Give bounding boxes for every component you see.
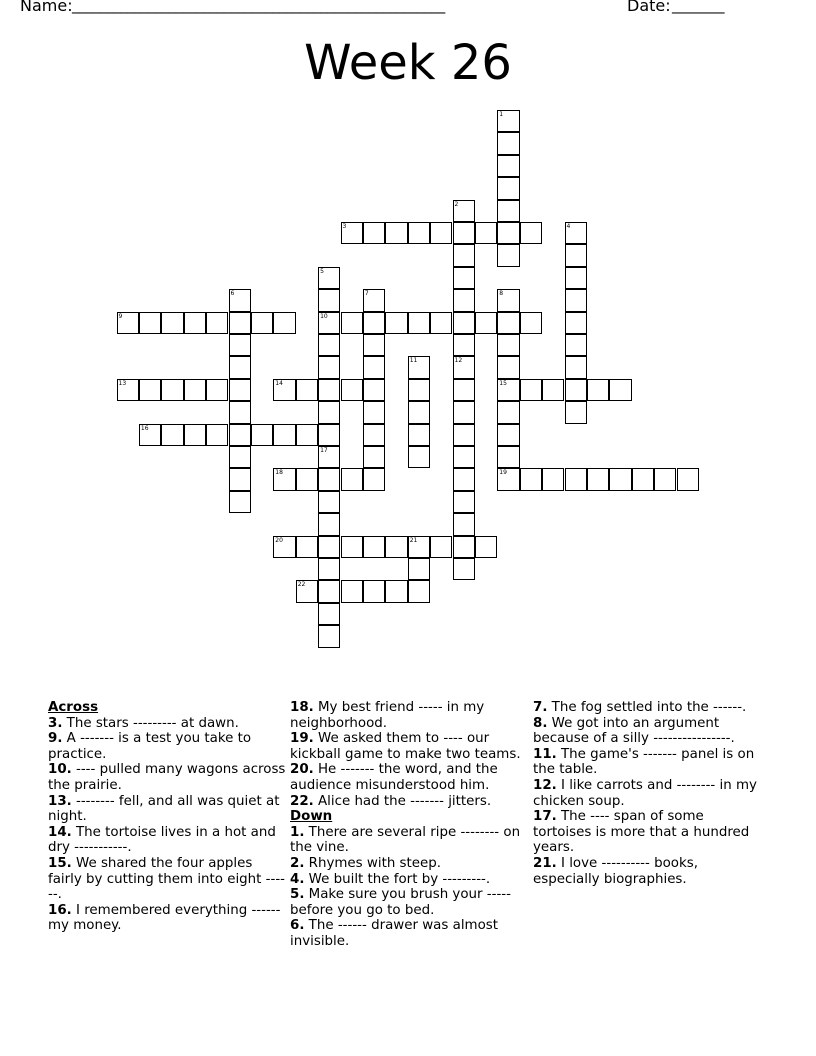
grid-cell[interactable] [497, 424, 519, 446]
grid-cell[interactable] [184, 312, 206, 334]
cell-number: 13 [118, 379, 127, 387]
clue-number: 19. [290, 731, 314, 747]
grid-cell[interactable] [273, 312, 295, 334]
down-clue-21 [533, 856, 763, 887]
clue-text: -------- fell, and all was quiet at night. [48, 793, 280, 825]
grid-cell[interactable] [363, 289, 385, 311]
grid-cell[interactable] [318, 424, 340, 446]
clue-text: A ------- is a test you take to practice. [48, 731, 252, 762]
clue-text: My best friend ----- in my neighborhood. [290, 700, 485, 731]
cell-number: 2 [454, 200, 459, 208]
cell-number: 14 [275, 379, 283, 387]
grid-cell[interactable] [565, 222, 587, 244]
grid-cell[interactable] [341, 379, 363, 401]
cell-number: 9 [118, 312, 123, 320]
grid-cell[interactable] [565, 267, 587, 289]
down-clue-list [290, 825, 530, 950]
cell-number: 1 [499, 111, 504, 118]
grid-cell[interactable] [587, 379, 609, 401]
grid-cell[interactable] [475, 222, 497, 244]
across-clue-15 [48, 856, 288, 903]
grid-cell[interactable] [318, 401, 340, 423]
grid-cell[interactable] [542, 468, 564, 490]
grid-cell[interactable] [363, 468, 385, 490]
grid-cell[interactable] [229, 446, 251, 468]
grid-cell[interactable] [318, 334, 340, 356]
grid-cell[interactable] [453, 200, 475, 222]
grid-cell[interactable] [430, 536, 452, 558]
grid-cell[interactable] [273, 424, 295, 446]
grid-cell[interactable] [385, 312, 407, 334]
cell-number: 3 [342, 223, 347, 230]
clue-text: We got into an argument because of a silly ----------------. [533, 715, 735, 747]
cell-number: 17 [320, 447, 328, 454]
across-clue-13 [48, 794, 288, 825]
down-clue-list-continued [533, 700, 763, 887]
cell-number: 16 [140, 424, 149, 432]
grid-cell[interactable] [453, 356, 475, 378]
clue-number: 21. [533, 855, 557, 871]
cell-number: 5 [320, 267, 324, 275]
grid-cell[interactable] [229, 491, 251, 513]
clue-text: I like carrots and -------- in my chicken soup. [533, 777, 757, 809]
cell-number: 6 [230, 290, 235, 298]
grid-cell[interactable] [453, 491, 475, 513]
grid-cell[interactable] [385, 222, 407, 244]
grid-cell[interactable] [161, 379, 183, 401]
grid-cell[interactable] [453, 446, 475, 468]
grid-cell[interactable] [385, 536, 407, 558]
grid-cell[interactable] [229, 334, 251, 356]
grid-cell[interactable] [206, 424, 228, 446]
grid-cell[interactable] [229, 468, 251, 490]
name-label: Name: [20, 0, 73, 15]
grid-cell[interactable] [408, 401, 430, 423]
cell-number: 8 [499, 290, 504, 298]
grid-cell[interactable] [318, 536, 340, 558]
grid-cell[interactable] [497, 155, 519, 177]
grid-cell[interactable] [520, 312, 542, 334]
grid-cell[interactable] [497, 200, 519, 222]
cell-number: 7 [364, 290, 369, 298]
grid-cell[interactable] [363, 222, 385, 244]
grid-cell[interactable] [318, 580, 340, 602]
clue-text: The fog settled into the ------. [547, 700, 747, 715]
name-field[interactable]: ______________________________________________________ [72, 0, 445, 14]
cell-number: 18 [275, 469, 283, 477]
grid-cell[interactable] [318, 513, 340, 535]
grid-cell[interactable] [565, 468, 587, 490]
grid-cell[interactable] [296, 468, 318, 490]
grid-cell[interactable] [341, 222, 363, 244]
clue-number: 7. [533, 700, 548, 715]
grid-cell[interactable] [497, 110, 519, 132]
grid-cell[interactable] [453, 424, 475, 446]
across-clue-22 [290, 794, 530, 810]
grid-cell[interactable] [453, 222, 475, 244]
clue-number: 4. [290, 871, 305, 887]
grid-cell[interactable] [363, 424, 385, 446]
grid-cell[interactable] [251, 424, 273, 446]
grid-cell[interactable] [453, 244, 475, 266]
grid-cell[interactable] [430, 312, 452, 334]
grid-cell[interactable] [408, 580, 430, 602]
grid-cell[interactable] [229, 356, 251, 378]
grid-cell[interactable] [229, 289, 251, 311]
clue-text: The ---- span of some tortoises is more that a hundred years. [533, 809, 750, 856]
grid-cell[interactable] [318, 468, 340, 490]
grid-cell[interactable] [609, 468, 631, 490]
down-clue-2 [290, 856, 530, 872]
across-clue-16 [48, 903, 288, 934]
grid-cell[interactable] [408, 536, 430, 558]
grid-cell[interactable] [677, 468, 699, 490]
across-clue-14 [48, 825, 288, 856]
grid-cell[interactable] [565, 289, 587, 311]
clue-number: 20. [290, 762, 314, 778]
clue-number: 17. [533, 809, 557, 825]
clue-number: 22. [290, 793, 314, 809]
grid-cell[interactable] [475, 536, 497, 558]
grid-cell[interactable] [229, 401, 251, 423]
grid-cell[interactable] [542, 379, 564, 401]
across-clue-19 [290, 731, 530, 762]
grid-cell[interactable] [318, 289, 340, 311]
grid-cell[interactable] [497, 244, 519, 266]
clue-number: 15. [48, 855, 72, 871]
grid-cell[interactable] [453, 536, 475, 558]
clue-text: There are several ripe -------- on the vine. [290, 824, 521, 856]
grid-cell[interactable] [363, 446, 385, 468]
clue-number: 11. [533, 746, 557, 762]
grid-cell[interactable] [229, 312, 251, 334]
cell-number: 4 [566, 223, 571, 230]
down-clue-17 [533, 809, 763, 856]
clue-number: 2. [290, 855, 305, 871]
grid-cell[interactable] [229, 379, 251, 401]
cell-number: 20 [275, 536, 283, 544]
grid-cell[interactable] [565, 379, 587, 401]
down-clue-11 [533, 747, 763, 778]
down-heading: Down [290, 809, 333, 825]
grid-cell[interactable] [318, 379, 340, 401]
grid-cell[interactable] [453, 468, 475, 490]
clue-number: 13. [48, 793, 72, 809]
down-clues-continued [533, 700, 763, 887]
grid-cell[interactable] [117, 312, 139, 334]
across-clue-9 [48, 731, 288, 762]
clue-number: 12. [533, 777, 557, 793]
grid-cell[interactable] [632, 468, 654, 490]
grid-cell[interactable] [565, 356, 587, 378]
grid-cell[interactable] [453, 513, 475, 535]
grid-cell[interactable] [408, 222, 430, 244]
down-clue-12 [533, 778, 763, 809]
grid-cell[interactable] [318, 312, 340, 334]
grid-cell[interactable] [520, 468, 542, 490]
grid-cell[interactable] [363, 312, 385, 334]
grid-cell[interactable] [318, 446, 340, 468]
clue-text: I love ---------- books, especially biographies. [533, 855, 698, 887]
grid-cell[interactable] [654, 468, 676, 490]
clue-text: Alice had the ------- jitters. [313, 793, 492, 809]
clue-number: 5. [290, 887, 305, 903]
clue-text: I remembered everything ------ my money. [48, 902, 281, 934]
grid-cell[interactable] [453, 558, 475, 580]
cell-number: 10 [320, 312, 328, 320]
grid-cell[interactable] [453, 267, 475, 289]
grid-cell[interactable] [341, 536, 363, 558]
clue-number: 8. [533, 715, 548, 731]
clue-text: Make sure you brush your ----- before you go to bed. [290, 887, 511, 918]
grid-cell[interactable] [273, 536, 295, 558]
across-clue-list-continued [290, 700, 530, 809]
across-clue-10 [48, 762, 288, 793]
across-heading: Across [48, 700, 99, 715]
grid-cell[interactable] [520, 379, 542, 401]
grid-cell[interactable] [497, 401, 519, 423]
clue-text: We built the fort by ---------. [304, 871, 491, 887]
grid-cell[interactable] [497, 468, 519, 490]
grid-cell[interactable] [318, 625, 340, 647]
across-clue-18 [290, 700, 530, 731]
cell-number: 21 [409, 536, 418, 544]
grid-cell[interactable] [139, 379, 161, 401]
grid-cell[interactable] [117, 379, 139, 401]
grid-cell[interactable] [587, 468, 609, 490]
cell-number: 15 [499, 379, 507, 387]
across-clues [48, 700, 288, 934]
grid-cell[interactable] [453, 334, 475, 356]
grid-cell[interactable] [408, 558, 430, 580]
grid-cell[interactable] [497, 177, 519, 199]
grid-cell[interactable] [273, 468, 295, 490]
date-label: Date: [627, 0, 671, 15]
grid-cell[interactable] [341, 580, 363, 602]
grid-cell[interactable] [408, 356, 430, 378]
grid-cell[interactable] [296, 580, 318, 602]
grid-cell[interactable] [497, 446, 519, 468]
date-field[interactable]: _______ [672, 0, 725, 14]
grid-cell[interactable] [184, 424, 206, 446]
grid-cell[interactable] [184, 379, 206, 401]
grid-cell[interactable] [408, 379, 430, 401]
grid-cell[interactable] [229, 424, 251, 446]
down-clue-6 [290, 918, 530, 949]
cell-number: 12 [454, 357, 463, 365]
grid-cell[interactable] [318, 267, 340, 289]
clue-text: The ------ drawer was almost invisible. [290, 918, 499, 949]
across-clue-20 [290, 762, 530, 793]
grid-cell[interactable] [408, 312, 430, 334]
grid-cell[interactable] [430, 222, 452, 244]
clue-text: The game's ------- panel is on the table. [533, 746, 755, 778]
grid-cell[interactable] [565, 401, 587, 423]
clue-number: 1. [290, 824, 305, 840]
grid-cell[interactable] [565, 312, 587, 334]
grid-cell[interactable] [497, 132, 519, 154]
cell-number: 22 [297, 581, 306, 589]
clue-number: 16. [48, 902, 72, 918]
clue-number: 6. [290, 918, 305, 934]
grid-cell[interactable] [341, 468, 363, 490]
clue-text: The tortoise lives in a hot and dry -----------. [48, 824, 276, 856]
grid-cell[interactable] [453, 289, 475, 311]
grid-cell[interactable] [318, 356, 340, 378]
grid-cell[interactable] [296, 424, 318, 446]
grid-cell[interactable] [296, 379, 318, 401]
grid-cell[interactable] [497, 222, 519, 244]
grid-cell[interactable] [296, 536, 318, 558]
grid-cell[interactable] [565, 334, 587, 356]
grid-cell[interactable] [520, 222, 542, 244]
grid-cell[interactable] [453, 401, 475, 423]
grid-cell[interactable] [565, 244, 587, 266]
grid-cell[interactable] [363, 401, 385, 423]
grid-cell[interactable] [161, 424, 183, 446]
grid-cell[interactable] [206, 312, 228, 334]
clue-number: 10. [48, 762, 72, 778]
down-clue-4 [290, 872, 530, 888]
grid-cell[interactable] [206, 379, 228, 401]
down-clue-8 [533, 716, 763, 747]
page-title: Week 26 [304, 35, 512, 91]
clue-number: 18. [290, 700, 314, 715]
clue-text: Rhymes with steep. [304, 855, 442, 871]
grid-cell[interactable] [453, 312, 475, 334]
grid-cell[interactable] [251, 312, 273, 334]
grid-cell[interactable] [273, 379, 295, 401]
clue-text: He ------- the word, and the audience misunderstood him. [290, 762, 498, 793]
clue-text: We asked them to ---- our kickball game to make two teams. [290, 731, 521, 762]
grid-cell[interactable] [609, 379, 631, 401]
down-clue-1 [290, 825, 530, 856]
clue-text: The stars --------- at dawn. [62, 715, 239, 731]
cell-number: 11 [409, 357, 418, 365]
grid-cell[interactable] [408, 424, 430, 446]
grid-cell[interactable] [408, 446, 430, 468]
grid-cell[interactable] [497, 312, 519, 334]
grid-cell[interactable] [497, 334, 519, 356]
grid-cell[interactable] [318, 491, 340, 513]
grid-cell[interactable] [497, 356, 519, 378]
grid-cell[interactable] [453, 379, 475, 401]
clue-text: ---- pulled many wagons across the prairie. [48, 762, 286, 793]
grid-cell[interactable] [139, 312, 161, 334]
grid-cell[interactable] [341, 312, 363, 334]
grid-cell[interactable] [363, 580, 385, 602]
grid-cell[interactable] [139, 424, 161, 446]
clue-number: 9. [48, 731, 63, 747]
grid-cell[interactable] [363, 356, 385, 378]
clue-number: 14. [48, 824, 72, 840]
across-clue-3 [48, 716, 288, 732]
grid-cell[interactable] [161, 312, 183, 334]
grid-cell[interactable] [363, 334, 385, 356]
grid-cell[interactable] [385, 580, 407, 602]
grid-cell[interactable] [318, 603, 340, 625]
across-clue-list [48, 716, 288, 934]
grid-cell[interactable] [363, 379, 385, 401]
clue-number: 3. [48, 715, 63, 731]
down-clue-7 [533, 700, 763, 716]
grid-cell[interactable] [475, 312, 497, 334]
grid-cell[interactable] [497, 379, 519, 401]
down-clue-5 [290, 887, 530, 918]
grid-cell[interactable] [363, 536, 385, 558]
cell-number: 19 [499, 469, 507, 477]
grid-cell[interactable] [318, 558, 340, 580]
grid-cell[interactable] [497, 289, 519, 311]
mixed-clues [290, 700, 530, 950]
clue-text: We shared the four apples fairly by cutting them into eight ------. [48, 855, 286, 903]
